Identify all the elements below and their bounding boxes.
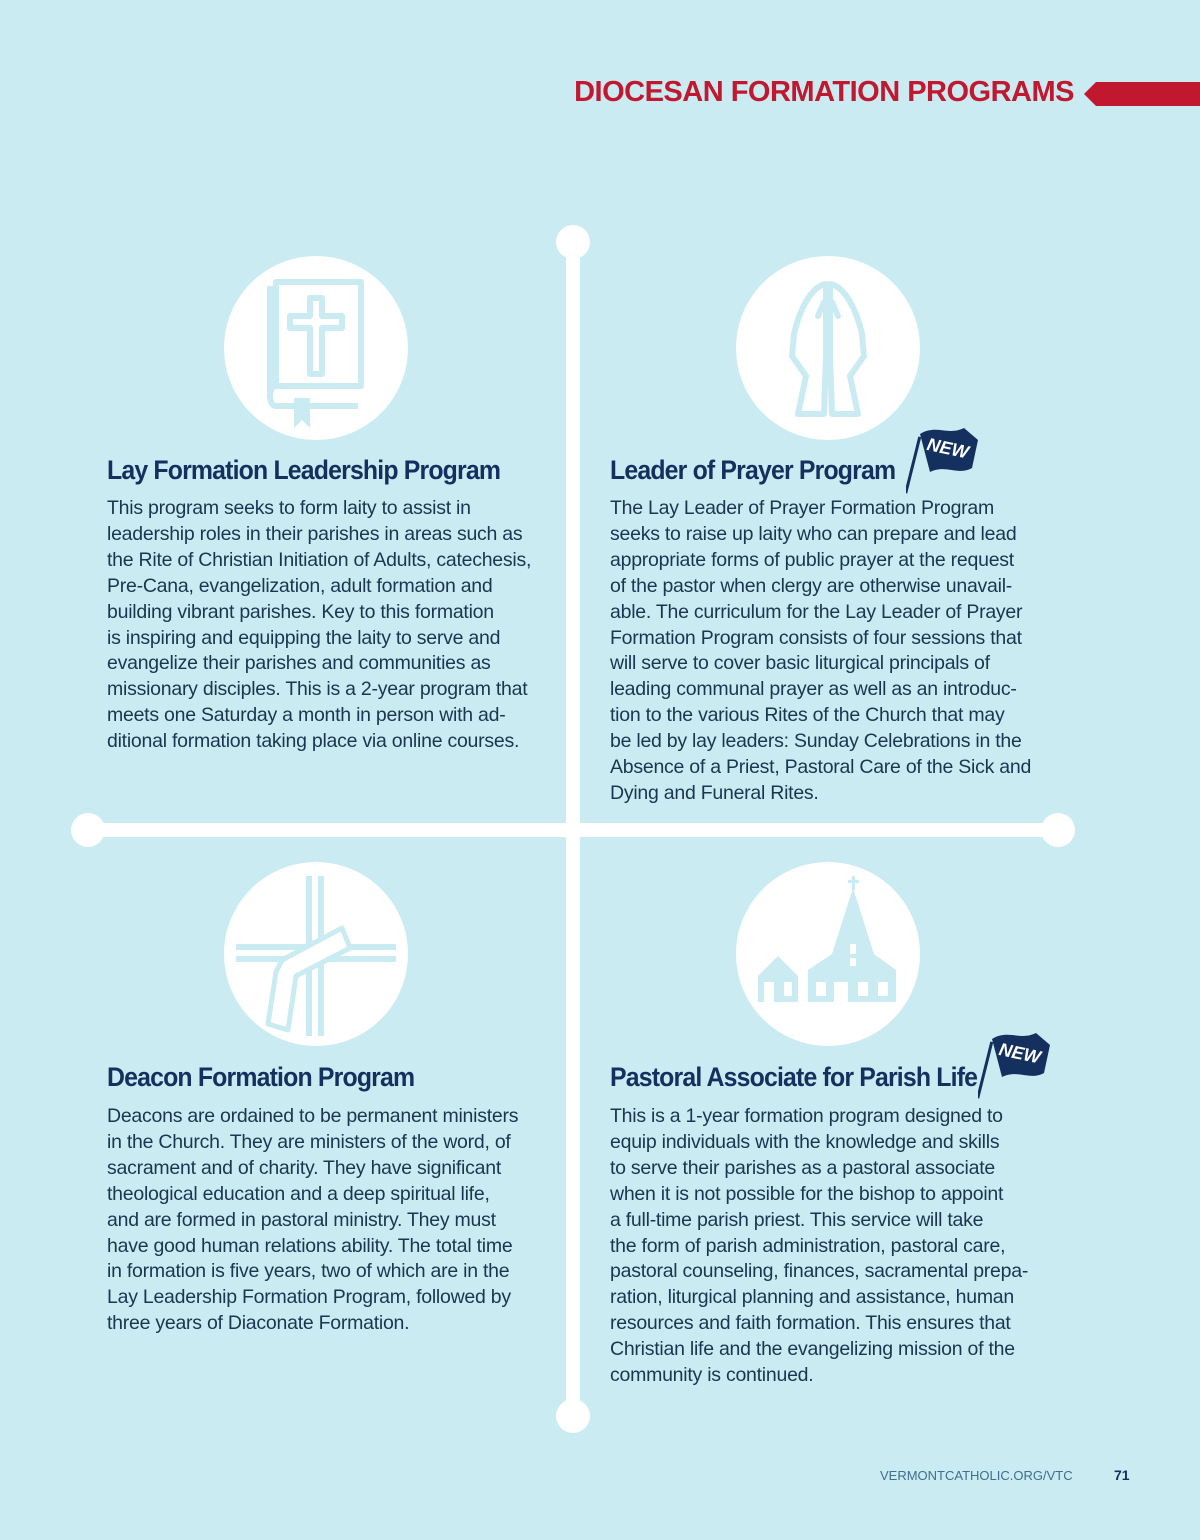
bible-icon [224,256,408,440]
description-line: appropriate forms of public prayer at the request [610,548,1014,571]
description-line: missionary disciples. This is a 2-year program that [107,678,528,701]
description-line: Absence of a Priest, Pastoral Care of the Sick and [610,756,1032,779]
description-line: ditional formation taking place via online courses. [107,730,520,753]
description-line: The Lay Leader of Prayer Formation Program [610,497,995,519]
description-line: Pre-Cana, evangelization, adult formation and [107,574,493,597]
description-line: seeks to raise up laity who can prepare and lead [610,522,1017,545]
description-line: sacrament and of charity. They have significant [107,1156,501,1179]
program-title-deacon-formation: Deacon Formation Program [107,1062,415,1092]
description-line: theological education and a deep spiritual life, [107,1182,490,1205]
description-line: have good human relations ability. The total time [107,1234,513,1257]
description-line: meets one Saturday a month in person with ad- [107,704,506,727]
description-line: able. The curriculum for the Lay Leader of Prayer [610,600,1023,623]
program-title-leader-of-prayer: Leader of Prayer Program [610,455,896,485]
description-line: leadership roles in their parishes in areas such as [107,522,523,545]
program-description-lay-formation [107,496,531,755]
church-village-icon [736,862,920,1046]
program-title-pastoral-associate: Pastoral Associate for Parish Life [610,1062,978,1092]
section-header-title: DIOCESAN FORMATION PROGRAMS [574,76,1074,108]
description-line: community is continued. [610,1364,814,1387]
description-line: building vibrant parishes. Key to this formation [107,600,494,623]
description-line: pastoral counseling, finances, sacramental prepa- [610,1260,1029,1283]
description-line: a full-time parish priest. This service will take [610,1208,984,1231]
description-line: in formation is five years, two of which are in the [107,1260,510,1283]
description-line: tion to the various Rites of the Church that may [610,704,1005,727]
description-line: is inspiring and equipping the laity to serve and [107,626,501,649]
footer-website-link[interactable]: VERMONTCATHOLIC.ORG/VTC [880,1468,1073,1483]
description-line: Christian life and the evangelizing mission of the [610,1338,1015,1361]
description-line: the Rite of Christian Initiation of Adults, catechesis, [107,548,532,571]
new-flag-icon [978,1027,1054,1099]
description-line: leading communal prayer as well as an introduc- [610,678,1017,701]
program-description-leader-of-prayer [610,496,1031,807]
description-line: This is a 1-year formation program designed to [610,1105,1003,1127]
description-line: ration, liturgical planning and assistance, human [610,1286,1015,1309]
deacon-stole-cross-icon [224,862,408,1046]
description-line: resources and faith formation. This ensures that [610,1312,1011,1335]
description-line: evangelize their parishes and communities as [107,652,491,675]
description-line: Deacons are ordained to be permanent ministers [107,1105,519,1127]
new-flag-icon [906,422,982,494]
program-description-deacon-formation [107,1104,518,1337]
description-line: Dying and Funeral Rites. [610,781,819,804]
description-line: Lay Leadership Formation Program, followed by [107,1286,511,1309]
description-line: equip individuals with the knowledge and skills [610,1130,1000,1153]
description-line: be led by lay leaders: Sunday Celebrations in the [610,730,1022,753]
description-line: will serve to cover basic liturgical principals of [610,652,990,675]
description-line: of the pastor when clergy are otherwise unavail- [610,574,1013,597]
praying-hands-icon [736,256,920,440]
description-line: three years of Diaconate Formation. [107,1312,410,1335]
page-number: 71 [1114,1467,1130,1483]
program-description-pastoral-associate [610,1104,1028,1389]
new-badge-text: NEW [925,434,971,463]
description-line: in the Church. They are ministers of the word, of [107,1130,511,1153]
description-line: the form of parish administration, pastoral care, [610,1234,1006,1257]
description-line: when it is not possible for the bishop to appoint [610,1182,1004,1205]
new-badge-text: NEW [997,1039,1043,1068]
description-line: Formation Program consists of four sessions that [610,626,1022,649]
description-line: to serve their parishes as a pastoral associate [610,1156,995,1179]
description-line: This program seeks to form laity to assist in [107,497,471,519]
description-line: and are formed in pastoral ministry. They must [107,1208,496,1231]
program-title-lay-formation: Lay Formation Leadership Program [107,455,501,485]
